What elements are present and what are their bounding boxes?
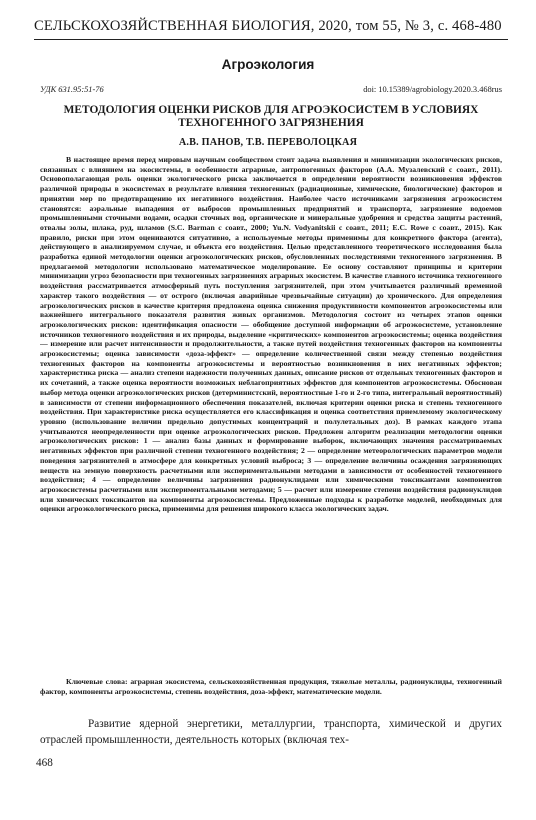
header-rule: [34, 39, 508, 40]
doi: doi: 10.15389/agrobiology.2020.3.468rus: [363, 85, 502, 94]
article-title: МЕТОДОЛОГИЯ ОЦЕНКИ РИСКОВ ДЛЯ АГРОЭКОСИСТЕМ В УСЛОВИЯХ ТЕХНОГЕННОГО ЗАГРЯЗНЕНИЯ: [63, 104, 479, 129]
page-number: 468: [36, 757, 53, 769]
section-heading: Агроэкология: [221, 57, 315, 72]
udc-code: УДК 631.95:51-76: [40, 85, 104, 94]
running-head: СЕЛЬСКОХОЗЯЙСТВЕННАЯ БИОЛОГИЯ, 2020, том 55, № 3, с. 468-480: [34, 18, 502, 34]
keywords-text: Ключевые слова: аграрная экосистема, сельскохозяйственная продукция, тяжелые металлы, радионуклиды, техногенный фактор, компоненты агроэкосистемы, степень воздействия, доза-эффект, математические модели.: [40, 677, 502, 696]
body-text: [40, 716, 502, 749]
body-paragraph: Развитие ядерной энергетики, металлургии, транспорта, химической и других отраслей промышленности, деятельность которых (включая тех-: [40, 718, 502, 747]
article-authors: А.В. ПАНОВ, Т.В. ПЕРЕВОЛОЦКАЯ: [178, 137, 358, 148]
abstract: [40, 155, 502, 731]
keywords: [40, 677, 502, 696]
abstract-text: В настоящее время перед мировым научным сообществом стоит задача выявления и минимизации экологических рисков, связанных с влиянием на экосистемы, в особенности аграрные, антропогенных факторов (А.А. Музалевский с соавт., 2011). Основополагающая роль оценки экологического риска заключается в определении вероятности возникновения эффектов различной природы в экосистемах в результате влияния техногенных (радиационные, химические, биологические) факторов и принятии мер по предотвращению их негативного воздействия. Наиболее часто источниками загрязнения агроэкосистем становятся: аэральные выпадения от выбросов промышленных предприятий и транспорта, загрязнение водоемов промышленными сточными водами, осадки сточных вод, органические и минеральные удобрения и средства защиты растений, отвалы золы, шлака, руд, шламов (S.C. Barman с соавт., 2000; Yu.N. Vodyanitskii с соавт., 2011; E.C. Rowe с соавт., 2015). Как правило, риски при этом оцениваются ситуативно, а используемые методы применимы для конкретного фактора (агента), действующего в анализируемом случае, и объекта его воздействия. Целью представленного теоретического исследования была разработка единой методологии оценки агроэкологических рисков, обусловленных последствиями техногенного загрязнения. В предлагаемой методологии использовано математическое моделирование. Ее основу составляют принципы и критерии минимизации угроз безопасности при техногенных загрязнениях аграрных экосистем. В качестве главного источника техногенного воздействия рассматривается атмосферный путь поступления загрязнителей, при этом учитывается различный временной характер такого воздействия — от острого (включая аварийные чрезвычайные ситуации) до хронического. Для определения агроэкологических рисков в качестве критерия предложена оценка снижения продуктивности компонентов агроэкосистемы или важнейшего интегрального показателя развития живых организмов. Методология состоит из четырех этапов оценки агроэкологических рисков: идентификация опасности — обобщение доступной информации об агроэкосистеме, установление источников техногенного воздействия и их природы, выделение «критических» компонентов агроэкосистемы; оценка воздействия — измерение или расчет интенсивности и продолжительности, а также путей воздействия техногенных факторов на компоненты агроэкосистемы; оценка зависимости «доза-эффект» — определение количественной связи между степенью воздействия техногенных факторов на компоненты агроэкосистемы и вероятностью возникновения в них негативных эффектов; характеристика риска — анализ степени надежности полученных данных, описание рисков от отдельных техногенных факторов и их сочетаний, а также оценка вероятности возможных неблагоприятных эффектов для компонентов агроэкосистемы. Обоснован выбор метода оценки агроэкологических рисков (детерминистский, вероятностные 1-го и 2-го типа, интегральный вероятностный) в зависимости от степени информационного обеспечения показателей, включая критерии оценки риска и степень техногенного воздействия. При характеристике риска осуществляется его классификация и оценка соответствия приемлемому экологическому уровню (использование величин предельно допустимых концентраций и полулетальных доз). В рамках каждого этапа учитываются неопределенности при оценке агроэкологических рисков. Предложен алгоритм реализации методологии оценки агроэкологических рисков: 1 — анализ базы данных и формирование выборок, включающих значения рассматриваемых негативных эффектов при различной степени техногенного воздействия; 2 — определение метеорологических параметров модели поведения загрязнителей в атмосфере для конкретных условий выброса; 3 — определение величины осаждения загрязняющих веществ на земную поверхность расчетными или экспериментальными методами в зависимости от особенностей техногенного воздействия; 4 — определение величины загрязнения радионуклидами или химическими токсикантами компонентов агроэкосистемы расчетными или экспериментальными методами; 5 — расчет или измерение степени воздействия радионуклидов или химических токсикантов на компоненты агроэкосистемы. Предложенные подходы к разработке моделей, необходимых для оценки агроэкологического риска, применимы для решения широкого класса экологических задач.: [40, 155, 502, 514]
